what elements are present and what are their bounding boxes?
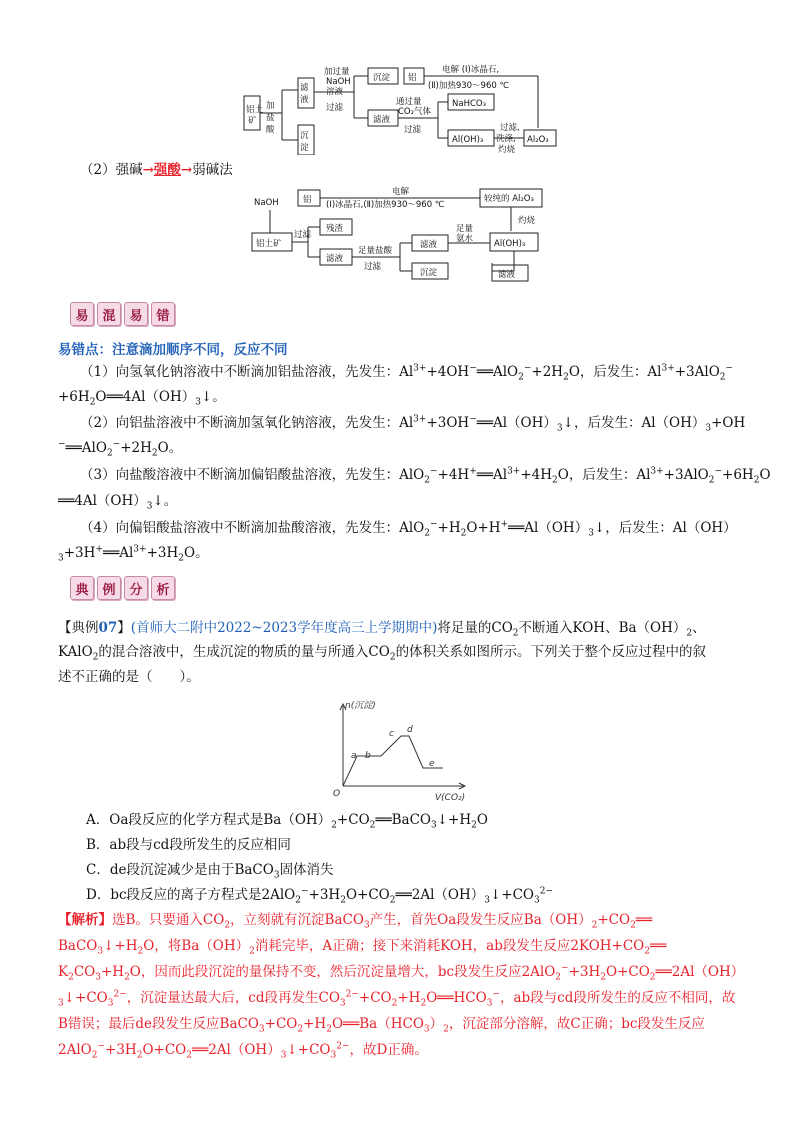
precipitate-label-2: 沉淀 xyxy=(420,268,438,278)
case-1: （1）向氢氧化钠溶液中不断滴加铝盐溶液，先发生：$Al^{3+}+4OH^-══AlO_2^-+2H_2O$，后发生：$Al^{3+}+3AlO_2^-$ xyxy=(80,363,734,383)
badge-tile: 易 xyxy=(124,302,148,326)
case-1-cont: $+6H_2O══4Al(OH)_3↓$。 xyxy=(58,389,226,408)
case-3: （3）向盐酸溶液中不断滴加偏铝酸盐溶液，先发生：$AlO_2^-+4H^+══Al^{3+}+4H_2O$，后发生：$Al^{3+}+3AlO_2^-+6H_2O$ xyxy=(80,466,771,486)
filtrate-label-2: 滤液 xyxy=(326,254,344,264)
ammonia-label: 足量 xyxy=(456,224,474,234)
badge-tile: 易 xyxy=(70,302,94,326)
svg-text:灼烧: 灼烧 xyxy=(498,145,516,155)
filter-label: 过滤 xyxy=(326,103,344,113)
section-badge-examples xyxy=(70,576,175,600)
option-c: C．de段沉淀减少是由于BaCO$_3$固体消失 xyxy=(86,862,334,881)
case-2-cont: $^-══AlO_2^-+2H_2O$。 xyxy=(58,439,183,459)
case-3-cont: $══4Al(OH)_3↓$。 xyxy=(58,493,178,512)
precipitate-chart xyxy=(325,696,485,806)
svg-text:矿: 矿 xyxy=(248,116,257,126)
analysis-3: $K_2CO_3+H_2O$，因而此段沉淀的量保持不变，然后沉淀量增大，bc段发生反应$2AlO_2^-+3H_2O+CO_2══2Al(OH)$ xyxy=(58,963,745,983)
point-label-a: a xyxy=(351,751,357,761)
svg-text:盐: 盐 xyxy=(266,113,275,123)
point-label-d: d xyxy=(407,725,413,735)
badge-tile: 错 xyxy=(151,302,175,326)
ore-label: 铝土 xyxy=(246,105,264,115)
filtrate2-label-2: 滤液 xyxy=(420,240,438,250)
ore-label-2: 铝土矿 xyxy=(256,239,282,249)
analysis-1: 【解析】选B。只要通入$CO_2$，立刻就有沉淀BaCO$_3$产生，首先Oa段发生反应$Ba(OH)_2+CO_2══$ xyxy=(58,912,653,931)
precipitate2-label: 沉淀 xyxy=(373,73,391,83)
svg-text:液: 液 xyxy=(300,95,309,105)
filter2-label-2: 过滤 xyxy=(364,262,382,272)
filtrate3-label: 滤液 xyxy=(498,270,516,280)
svg-text:酸: 酸 xyxy=(266,125,275,135)
al-label: 铝 xyxy=(408,73,417,83)
nahco3-label: NaHCO₃ xyxy=(452,99,486,109)
badge-tile: 例 xyxy=(97,576,121,600)
badge-tile: 析 xyxy=(151,576,175,600)
svg-text:NaOH: NaOH xyxy=(326,77,351,87)
filtrate2-label: 滤液 xyxy=(373,115,391,125)
residue-label: 残渣 xyxy=(326,224,344,234)
analysis-5: B错误；最后de段发生反应$BaCO_3+CO_2+H_2O══Ba(HCO_3)_2$，沉淀部分溶解，故C正确；bc段发生反应 xyxy=(58,1016,705,1035)
example-stem-1: 【典例07】(首师大二附中2022~2023学年度高三上学期期中)将足量的$CO_2$不断通入KOH、$Ba(OH)_2$、 xyxy=(58,620,706,639)
x-axis-label: V(CO₂) xyxy=(435,793,466,803)
badge-tile: 混 xyxy=(97,302,121,326)
badge-tile: 典 xyxy=(70,576,94,600)
example-stem-3: 述不正确的是（ ）。 xyxy=(58,669,200,685)
calcine-label: 灼烧 xyxy=(518,216,536,226)
analysis-4: $_3↓+CO_3^{2-}$，沉淀量达最大后，cd段再发生$CO_3^{2-}+CO_2+H_2O══HCO_3^-$，ab段与cd段所发生的反应不相同，故 xyxy=(58,989,736,1009)
precipitate-curve xyxy=(343,736,443,786)
conditions-label: (Ⅰ)冰晶石,(Ⅱ)加热930～960 ℃ xyxy=(326,200,445,210)
svg-text:CO₂气体: CO₂气体 xyxy=(398,107,432,117)
method-2-heading: （2）强碱→强酸→弱碱法 xyxy=(80,162,233,178)
flow-diagram-1 xyxy=(238,60,568,155)
case-4-cont: $_3+3H^+══Al^{3+}+3H_2O$。 xyxy=(58,544,209,564)
flow-diagram-2 xyxy=(240,185,570,290)
precipitate-label: 沉 xyxy=(300,131,309,141)
al2o3-label: Al₂O₃ xyxy=(527,135,549,145)
svg-text:溶液: 溶液 xyxy=(326,87,344,97)
naoh-step-label: 加过量 xyxy=(324,67,350,77)
analysis-6: $2AlO_2^-+3H_2O+CO_2══2Al(OH)_3↓+CO_3^{2-}$，故D正确。 xyxy=(58,1041,428,1061)
svg-text:氨水: 氨水 xyxy=(456,234,474,244)
aloh3-label-2: Al(OH)₃ xyxy=(494,239,526,249)
option-d: D．bc段反应的离子方程式是$2AlO_2^-+3H_2O+CO_2══2Al(OH)_3↓+CO_3^{2-}$ xyxy=(86,886,554,906)
y-axis-label: n(沉淀) xyxy=(345,701,376,711)
section-badge-mistakes xyxy=(70,302,175,326)
electrolysis-label-2: 电解 xyxy=(392,187,410,197)
filtrate-label: 滤 xyxy=(300,83,309,93)
naoh-label: NaOH xyxy=(254,198,279,208)
filter2-label: 过滤 xyxy=(404,125,422,135)
point-label-e: e xyxy=(429,759,435,769)
hcl-step-label: 足量盐酸 xyxy=(358,246,393,256)
origin-label: O xyxy=(333,789,341,799)
svg-text:淀: 淀 xyxy=(300,143,309,153)
filter-label-2: 过滤 xyxy=(294,230,312,240)
analysis-2: $BaCO_3↓+H_2O$，将$Ba(OH)_2$消耗完毕，A正确；接下来消耗KOH，ab段发生反应$2KOH+CO_2══$ xyxy=(58,938,667,957)
acid-step-label: 加 xyxy=(266,101,275,111)
point-label-b: b xyxy=(365,751,371,761)
electrolysis-label: 电解 (Ⅰ)冰晶石, xyxy=(442,65,500,75)
svg-text:洗涤,: 洗涤, xyxy=(496,134,516,144)
heating-label: (Ⅱ)加热930～960 ℃ xyxy=(428,81,510,91)
error-point: 易错点：注意滴加顺序不同，反应不同 xyxy=(58,342,288,358)
point-label-c: c xyxy=(389,729,394,739)
option-a: A．Oa段反应的化学方程式是$Ba(OH)_2+CO_2══BaCO_3↓+H_2O$ xyxy=(86,812,488,831)
aloh3-label: Al(OH)₃ xyxy=(452,135,484,145)
case-4: （4）向偏铝酸盐溶液中不断滴加盐酸溶液，先发生：$AlO_2^-+H_2O+H^+══Al(OH)_3↓$，后发生：Al（OH） xyxy=(80,519,737,539)
badge-tile: 分 xyxy=(124,576,148,600)
example-stem-2: KAlO$_2$的混合溶液中，生成沉淀的物质的量与所通入$CO_2$的体积关系如图所示。下列关于整个反应过程中的叙 xyxy=(58,644,707,663)
case-2: （2）向铝盐溶液中不断滴加氢氧化钠溶液，先发生：$Al^{3+}+3OH^-══Al(OH)_3↓$，后发生：$Al(OH)_3+OH$ xyxy=(80,414,746,434)
wash-label: 过滤, xyxy=(500,123,520,133)
pure-al2o3-label: 较纯的 Al₂O₃ xyxy=(484,194,534,204)
al-label-2: 铝 xyxy=(303,195,312,205)
co2-step-label: 通过量 xyxy=(396,97,422,107)
option-b: B．ab段与cd段所发生的反应相同 xyxy=(86,837,291,853)
